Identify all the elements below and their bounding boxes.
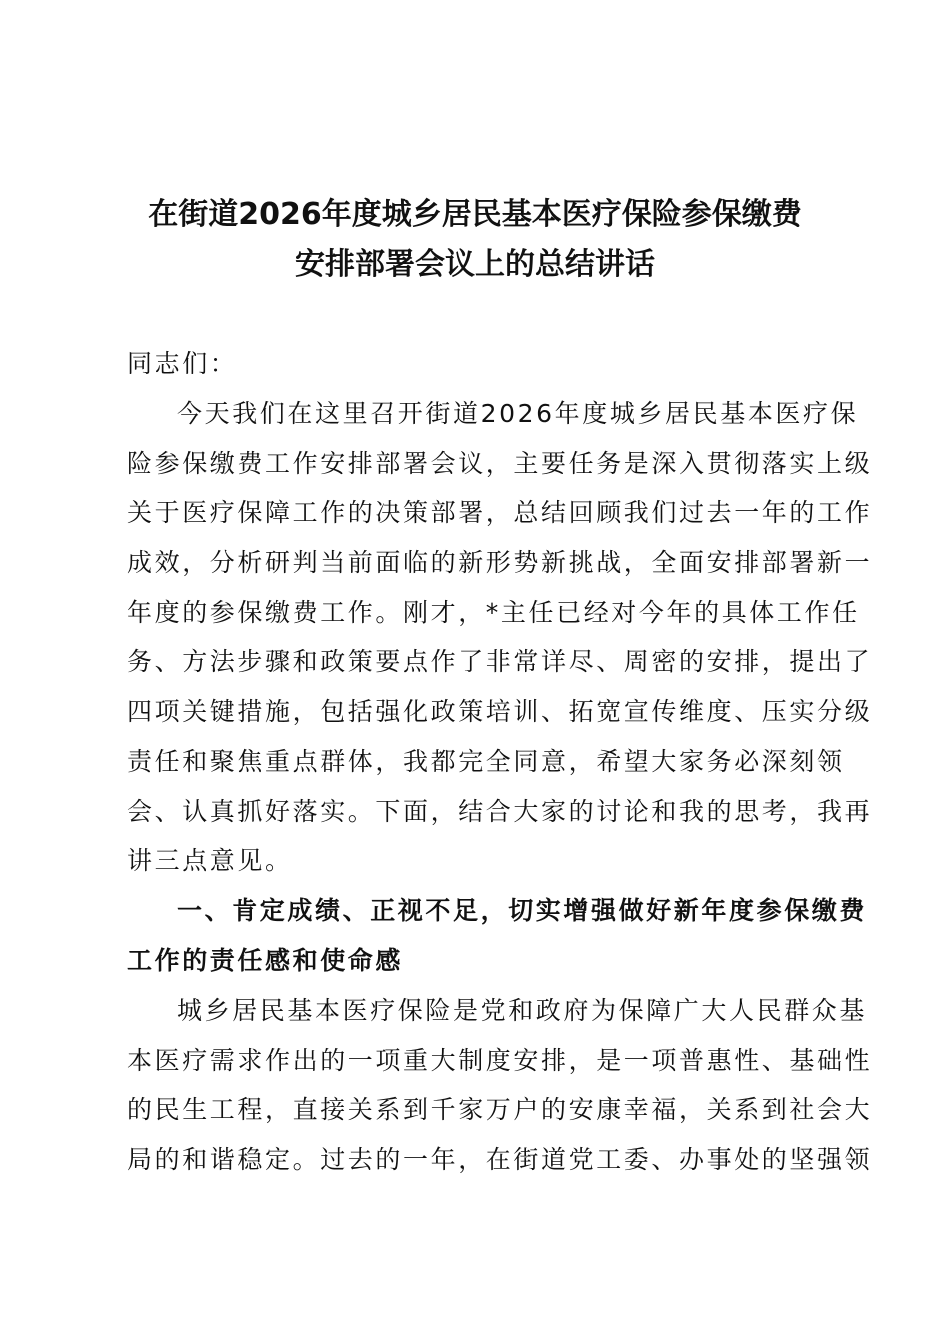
paragraph-line: 年度的参保缴费工作。刚才，*主任已经对今年的具体工作任 <box>127 597 860 627</box>
title-line-1: 在街道2026年度城乡居民基本医疗保险参保缴费 <box>148 197 802 232</box>
paragraph-line: 四项关键措施，包括强化政策培训、拓宽宣传维度、压实分级 <box>127 697 873 727</box>
paragraph-2 <box>127 986 873 1185</box>
document-title <box>127 190 823 290</box>
section-heading-1 <box>127 886 868 985</box>
paragraph-line: 今天我们在这里召开街道2026年度城乡居民基本医疗保 <box>177 399 859 428</box>
paragraph-line: 责任和聚焦重点群体，我都完全同意，希望大家务必深刻领 <box>127 746 845 776</box>
paragraph-line: 险参保缴费工作安排部署会议，主要任务是深入贯彻落实上级 <box>127 448 873 478</box>
title-line-2: 安排部署会议上的总结讲话 <box>295 247 655 282</box>
salutation-text: 同志们： <box>127 349 238 378</box>
paragraph-line: 会、认真抓好落实。下面，结合大家的讨论和我的思考，我再 <box>127 796 873 826</box>
paragraph-line: 城乡居民基本医疗保险是党和政府为保障广大人民群众基 <box>177 996 868 1025</box>
heading-line: 一、肯定成绩、正视不足，切实增强做好新年度参保缴费 <box>177 896 868 925</box>
paragraph-line: 务、方法步骤和政策要点作了非常详尽、周密的安排，提出了 <box>127 647 873 677</box>
heading-line: 工作的责任感和使命感 <box>127 945 404 975</box>
salutation <box>127 339 823 389</box>
paragraph-line: 局的和谐稳定。过去的一年，在街道党工委、办事处的坚强领 <box>127 1145 873 1175</box>
paragraph-line: 本医疗需求作出的一项重大制度安排，是一项普惠性、基础性 <box>127 1045 873 1075</box>
paragraph-line: 的民生工程，直接关系到千家万户的安康幸福，关系到社会大 <box>127 1095 873 1125</box>
paragraph-line: 讲三点意见。 <box>127 846 293 876</box>
paragraph-line: 成效，分析研判当前面临的新形势新挑战，全面安排部署新一 <box>127 548 873 578</box>
paragraph-line: 关于医疗保障工作的决策部署，总结回顾我们过去一年的工作 <box>127 498 873 528</box>
paragraph-1 <box>127 389 873 886</box>
